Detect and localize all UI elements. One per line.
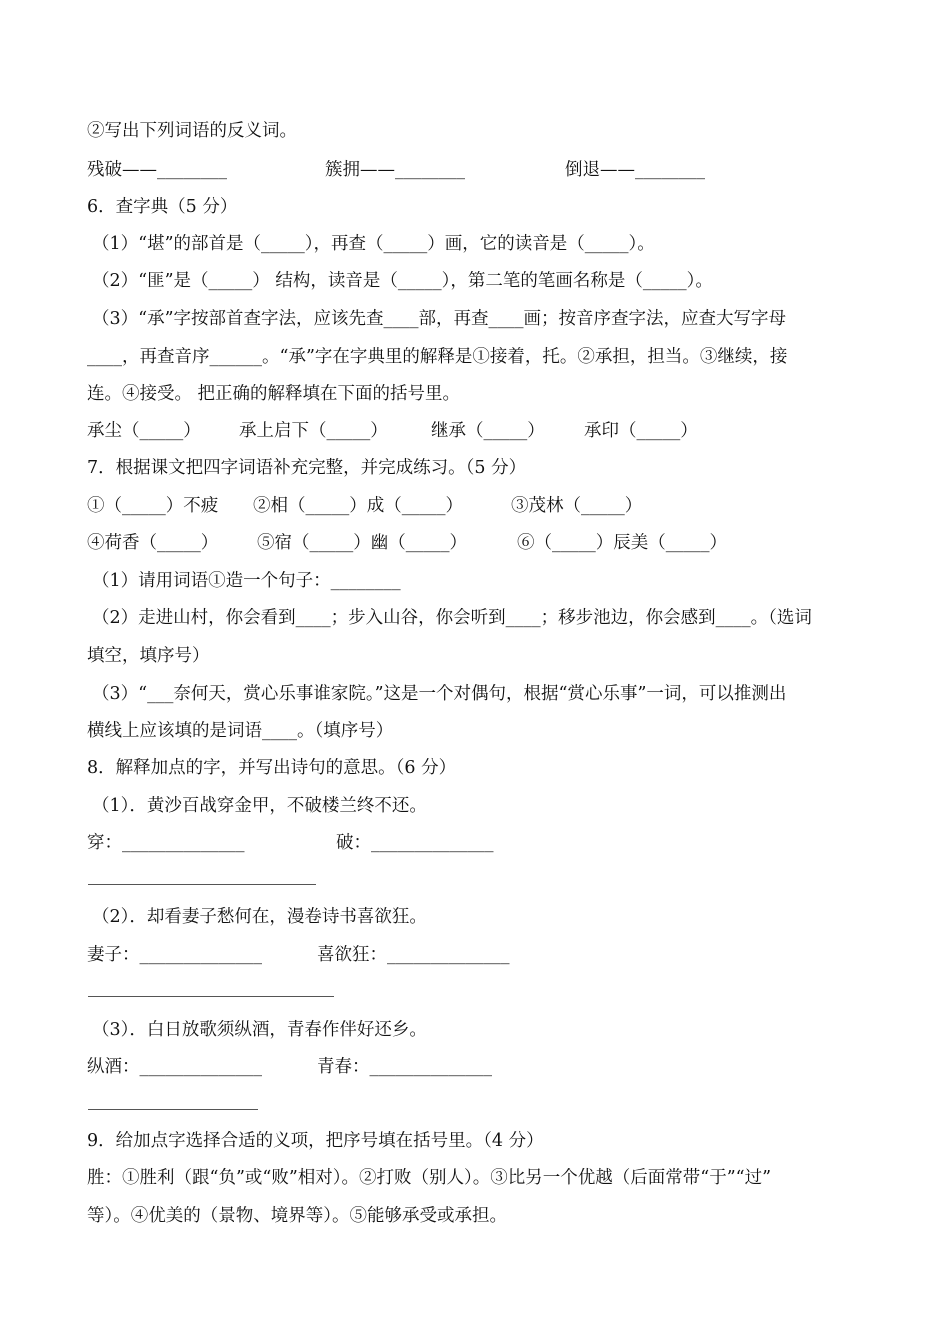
idiom-item: ⑤宿（_____）幽（_____）	[257, 533, 467, 553]
q6-title: 6．查字典（5 分）	[87, 197, 238, 217]
q7-sub-1: （1）请用词语①造一个句子：________	[92, 571, 401, 591]
q8-answer-blank: 破：______________	[336, 833, 494, 853]
q9-line-2: 等）。④优美的（景物、境界等）。⑤能够承受或承担。	[87, 1206, 507, 1226]
q8-answer-blank: 青春：______________	[317, 1057, 492, 1077]
q7-sub-3b: 横线上应该填的是词语____。（填序号）	[87, 721, 394, 741]
q6-answer-item: 承印（_____）	[584, 421, 698, 441]
q7-sub-2a: （2）走进山村，你会看到____；步入山谷，你会听到____；移步池边，你会感到____。（选词	[92, 608, 812, 628]
q8-answer-blank: 穿：______________	[87, 833, 245, 853]
q9-title: 9．给加点字选择合适的义项，把序号填在括号里。（4 分）	[87, 1131, 544, 1151]
q8-poem-2: （2）．却看妻子愁何在，漫卷诗书喜欲狂。	[92, 907, 427, 927]
q6-answer-item: 继承（_____）	[431, 421, 545, 441]
q8-answer-blank: 喜欲狂：______________	[317, 945, 510, 965]
q8-title: 8．解释加点的字，并写出诗句的意思。（6 分）	[87, 758, 457, 778]
q8-poem-1: （1）．黄沙百战穿金甲，不破楼兰终不还。	[92, 796, 427, 816]
q8-answer-blank: 妻子：______________	[87, 945, 262, 965]
q6-line-3c: 连。④接受。 把正确的解释填在下面的括号里。	[87, 384, 461, 404]
q6-line-3b: ____，再查音序______。“承”字在字典里的解释是①接着，托。②承担，担当。③继续，接	[87, 347, 788, 367]
antonym-item: 簇拥——________	[325, 160, 465, 180]
q8-meaning-line-1	[88, 884, 316, 885]
idiom-item: ⑥（_____）辰美（_____）	[517, 533, 727, 553]
q8-meaning-line-3	[88, 1109, 258, 1110]
q6-line-2: （2）“匪”是（_____） 结构，读音是（_____），第二笔的笔画名称是（_____）。	[92, 271, 713, 291]
idiom-item: ③茂林（_____）	[511, 496, 643, 516]
q7-title: 7．根据课文把四字词语补充完整，并完成练习。（5 分）	[87, 458, 527, 478]
idiom-item: ④荷香（_____）	[87, 533, 219, 553]
q8-poem-3: （3）．白日放歌须纵酒，青春作伴好还乡。	[92, 1020, 427, 1040]
idiom-item: ②相（_____）成（_____）	[253, 496, 463, 516]
q6-answer-item: 承尘（_____）	[87, 421, 201, 441]
q7-sub-3a: （3）“___奈何天，赏心乐事谁家院。”这是一个对偶句，根据“赏心乐事”一词，可以推测出	[92, 684, 787, 704]
q8-answer-blank: 纵酒：______________	[87, 1057, 262, 1077]
q6-line-3a: （3）“承”字按部首查字法，应该先查____部，再查____画；按音序查字法，应查大写字母	[92, 309, 787, 329]
q6-answer-item: 承上启下（_____）	[239, 421, 388, 441]
q7-sub-2b: 填空，填序号）	[87, 646, 210, 666]
q6-line-1: （1）“堪”的部首是（_____），再查（_____）画，它的读音是（_____）。	[92, 234, 655, 254]
idiom-item: ①（_____）不疲	[87, 496, 219, 516]
antonym-item: 残破——________	[87, 160, 227, 180]
q9-line-1: 胜：①胜利（跟“负”或“败”相对）。②打败（别人）。③比另一个优越（后面常带“于”“过”	[87, 1168, 772, 1188]
q8-meaning-line-2	[88, 996, 334, 997]
q5-antonym-instruction: ②写出下列词语的反义词。	[87, 121, 297, 141]
antonym-item: 倒退——________	[565, 160, 705, 180]
